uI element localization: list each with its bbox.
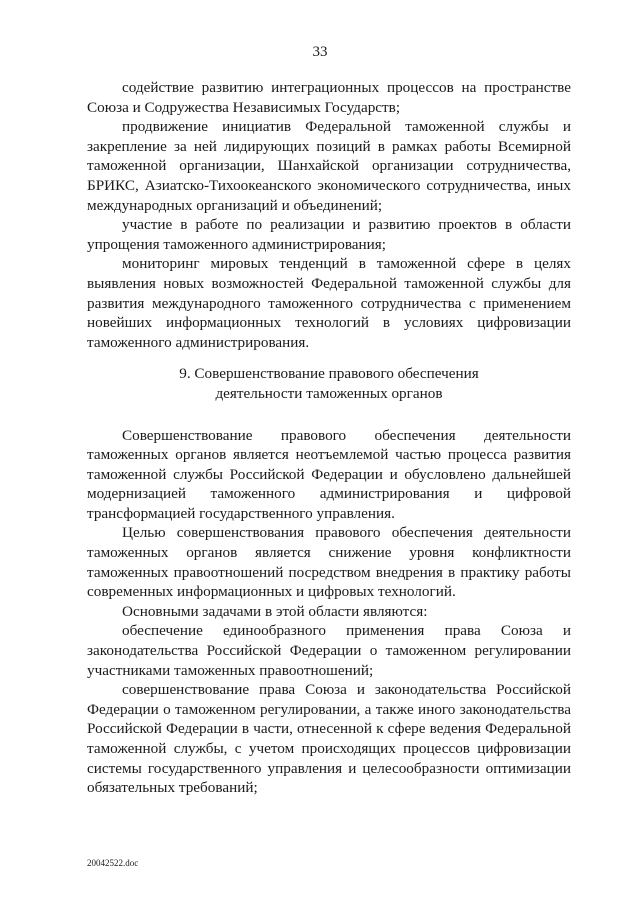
paragraph: совершенствование права Союза и законодательства Российской Федерации о таможенном регулировании, а также иного законодательства Российской Федерации в части, отнесенной к сфере ведения Федеральной таможенной службы, с учетом происходящих процессов цифровизации системы государственного управления и целесообразности оптимизации обязательных требований; [87,681,571,797]
paragraph: обеспечение единообразного применения права Союза и законодательства Российской Федерации о таможенном регулировании участниками таможенных правоотношений; [87,622,571,679]
paragraph: мониторинг мировых тенденций в таможенной сфере в целях выявления новых возможностей Федеральной таможенной службы для развития международного таможенного сотрудничества с применением новейших информационных технологий в условиях цифровизации таможенного администрирования. [87,255,571,351]
paragraph: участие в работе по реализации и развитию проектов в области упрощения таможенного администрирования; [87,216,571,253]
section-heading [87,364,571,403]
file-name-footer: 20042522.doc [87,858,139,868]
section-heading-line-2: деятельности таможенных органов [215,384,443,402]
paragraph: содействие развитию интеграционных процессов на пространстве Союза и Содружества Независимых Государств; [87,79,571,116]
paragraph: Совершенствование правового обеспечения деятельности таможенных органов является неотъемлемой частью процесса развития таможенной службы Российской Федерации и обусловлено дальнейшей модернизацией таможенного администрирования и цифровой трансформацией государственного управления. [87,426,571,522]
paragraph: Основными задачами в этой области являются: [122,602,428,620]
section-heading-line-1: 9. Совершенствование правового обеспечения [179,365,479,383]
document-body [87,78,571,798]
paragraph: Целью совершенствования правового обеспечения деятельности таможенных органов является снижение уровня конфликтности таможенных правоотношений посредством внедрения в практику работы современных информационных и цифровых технологий. [87,524,571,601]
paragraph: продвижение инициатив Федеральной таможенной службы и закрепление за ней лидирующих позиций в рамках работы Всемирной таможенной организации, Шанхайской организации сотрудничества, БРИКС, Азиатско-Тихоокеанского экономического сотрудничества, иных международных организаций и объединений; [87,118,571,214]
page-number: 33 [312,44,328,60]
